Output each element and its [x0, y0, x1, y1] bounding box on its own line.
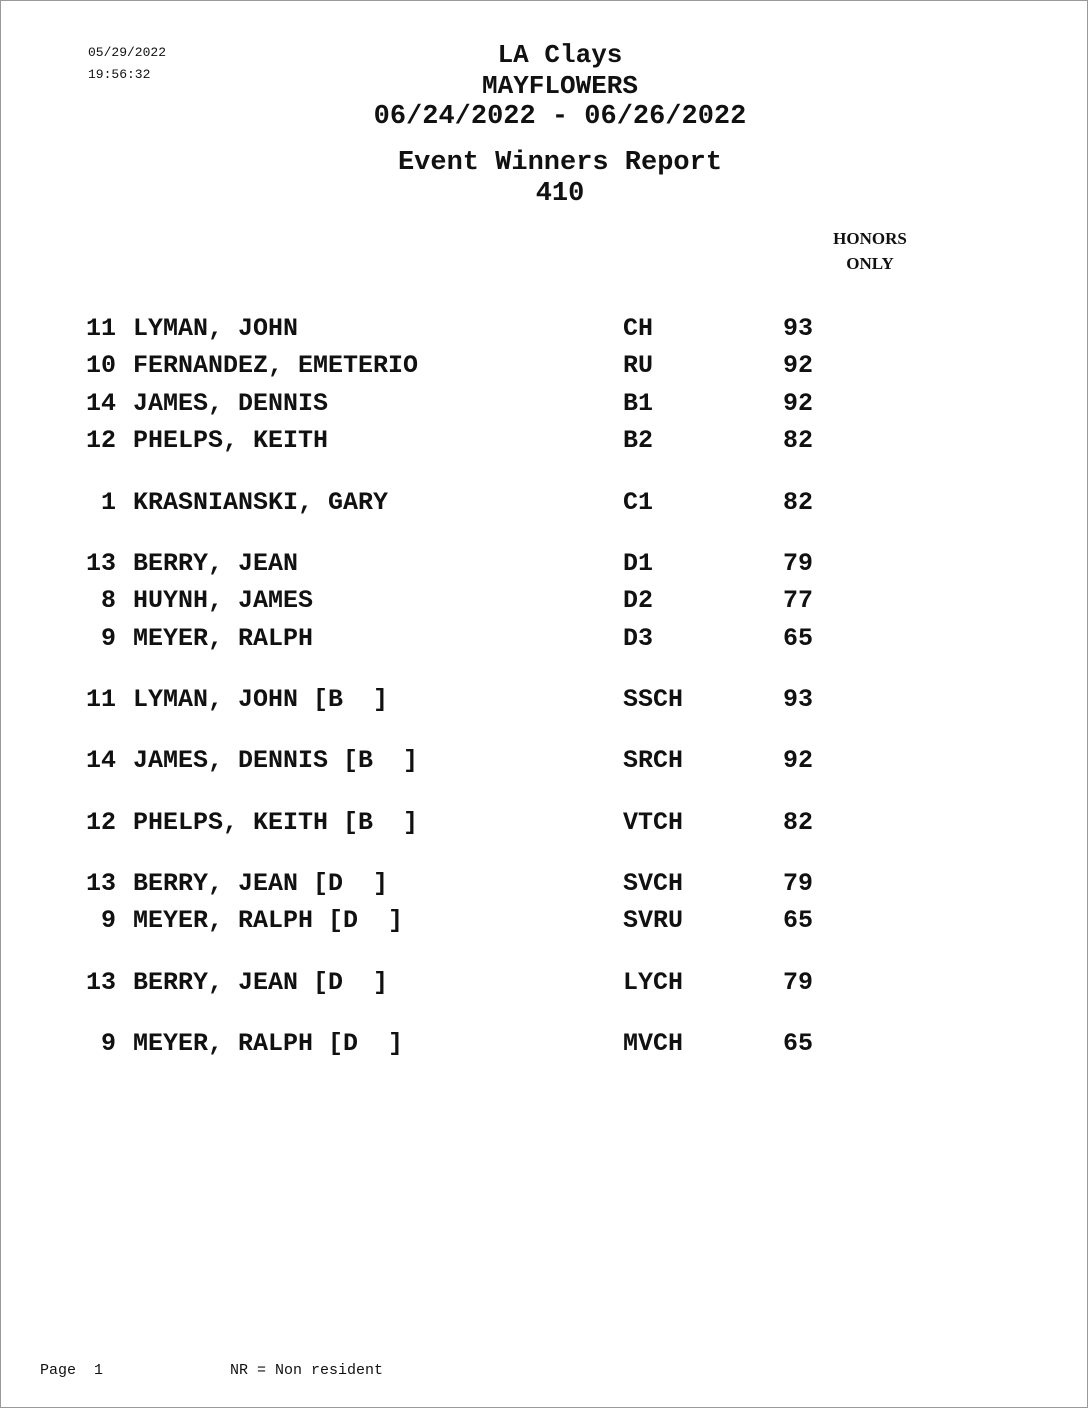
winner-row — [0, 351, 1000, 381]
shooter-name: PHELPS, KEITH — [133, 426, 329, 455]
score: 92 — [783, 389, 814, 418]
print-time: 19:56:32 — [88, 67, 151, 82]
score: 82 — [783, 808, 814, 837]
shooter-number: 13 — [85, 968, 116, 997]
event-number: 410 — [535, 179, 585, 209]
award-code: C1 — [623, 488, 654, 517]
award-code: SVRU — [623, 906, 684, 935]
score: 92 — [783, 351, 814, 380]
award-code: VTCH — [623, 808, 684, 837]
shooter-name: JAMES, DENNIS [B ] — [133, 746, 419, 775]
shooter-name: BERRY, JEAN [D ] — [133, 968, 389, 997]
shooter-number: 12 — [85, 426, 116, 455]
shooter-number: 9 — [100, 1029, 116, 1058]
shooter-number: 9 — [100, 624, 116, 653]
shooter-number: 10 — [85, 351, 116, 380]
score: 82 — [783, 488, 814, 517]
award-code: SVCH — [623, 869, 684, 898]
award-code: B1 — [623, 389, 654, 418]
shooter-number: 1 — [100, 488, 116, 517]
club-name: LA Clays — [497, 40, 623, 70]
winner-row — [0, 488, 1000, 518]
award-code: RU — [623, 351, 654, 380]
shooter-name: KRASNIANSKI, GARY — [133, 488, 389, 517]
winner-row — [0, 808, 1000, 838]
award-code: SRCH — [623, 746, 684, 775]
shooter-number: 8 — [100, 586, 116, 615]
score: 79 — [783, 869, 814, 898]
shooter-name: BERRY, JEAN — [133, 549, 299, 578]
honors-line-1: HONORS — [833, 229, 907, 248]
report-title: Event Winners Report — [397, 148, 723, 178]
shooter-number: 13 — [85, 549, 116, 578]
winner-row — [0, 869, 1000, 899]
winner-row — [0, 746, 1000, 776]
shooter-number: 11 — [85, 685, 116, 714]
shooter-name: FERNANDEZ, EMETERIO — [133, 351, 419, 380]
shooter-name: MEYER, RALPH [D ] — [133, 1029, 404, 1058]
score: 65 — [783, 906, 814, 935]
event-name: MAYFLOWERS — [481, 71, 639, 101]
shooter-name: JAMES, DENNIS — [133, 389, 329, 418]
winner-row — [0, 685, 1000, 715]
shooter-name: LYMAN, JOHN — [133, 314, 299, 343]
shooter-number: 14 — [85, 389, 116, 418]
date-range: 06/24/2022 - 06/26/2022 — [373, 102, 747, 132]
award-code: SSCH — [623, 685, 684, 714]
award-code: MVCH — [623, 1029, 684, 1058]
winner-row — [0, 1029, 1000, 1059]
print-date: 05/29/2022 — [88, 45, 167, 60]
shooter-number: 14 — [85, 746, 116, 775]
shooter-name: PHELPS, KEITH [B ] — [133, 808, 419, 837]
winner-row — [0, 426, 1000, 456]
award-code: B2 — [623, 426, 654, 455]
score: 65 — [783, 1029, 814, 1058]
score: 79 — [783, 968, 814, 997]
score: 92 — [783, 746, 814, 775]
shooter-number: 12 — [85, 808, 116, 837]
winner-row — [0, 906, 1000, 936]
page-number: Page 1 — [40, 1362, 104, 1379]
shooter-number: 9 — [100, 906, 116, 935]
winner-row — [0, 624, 1000, 654]
score: 93 — [783, 314, 814, 343]
score: 82 — [783, 426, 814, 455]
shooter-name: BERRY, JEAN [D ] — [133, 869, 389, 898]
shooter-name: MEYER, RALPH — [133, 624, 314, 653]
score: 65 — [783, 624, 814, 653]
award-code: CH — [623, 314, 654, 343]
score: 79 — [783, 549, 814, 578]
footnote: NR = Non resident — [230, 1362, 384, 1379]
score: 77 — [783, 586, 814, 615]
winner-row — [0, 586, 1000, 616]
winner-row — [0, 549, 1000, 579]
award-code: D2 — [623, 586, 654, 615]
shooter-name: HUYNH, JAMES — [133, 586, 314, 615]
shooter-number: 11 — [85, 314, 116, 343]
honors-only-heading — [810, 226, 930, 276]
award-code: D3 — [623, 624, 654, 653]
shooter-number: 13 — [85, 869, 116, 898]
winner-row — [0, 314, 1000, 344]
award-code: LYCH — [623, 968, 684, 997]
score: 93 — [783, 685, 814, 714]
winner-row — [0, 968, 1000, 998]
winner-row — [0, 389, 1000, 419]
shooter-name: LYMAN, JOHN [B ] — [133, 685, 389, 714]
shooter-name: MEYER, RALPH [D ] — [133, 906, 404, 935]
award-code: D1 — [623, 549, 654, 578]
honors-line-2: ONLY — [846, 254, 894, 273]
